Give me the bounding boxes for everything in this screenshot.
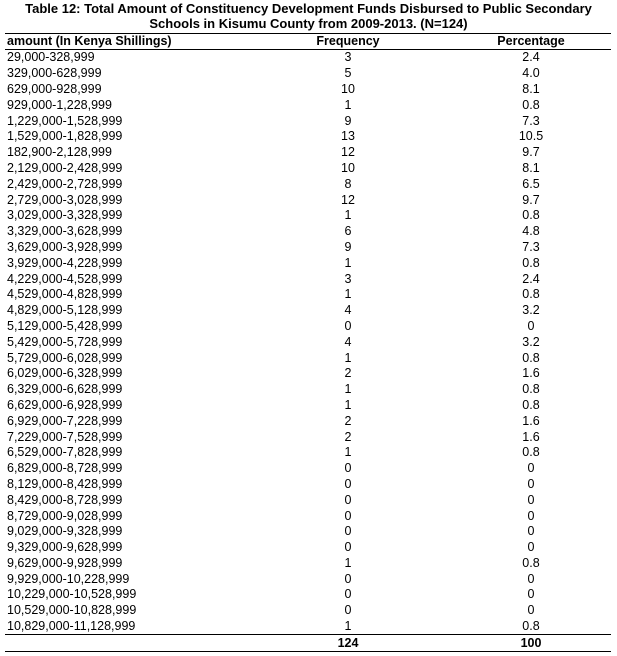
table-row <box>5 161 611 177</box>
header-row <box>5 34 611 50</box>
percentage-cell: 0.8 <box>522 382 540 397</box>
amount-cell: 3,929,000-4,228,999 <box>7 255 123 270</box>
amount-cell: 6,629,000-6,928,999 <box>7 397 123 412</box>
percentage-cell: 0.8 <box>522 97 540 112</box>
percentage-cell: 8.1 <box>522 160 540 175</box>
frequency-cell: 1 <box>344 97 352 112</box>
frequency-cell: 1 <box>344 208 352 223</box>
table-row <box>5 287 611 303</box>
table-caption-line-1: Table 12: Total Amount of Constituency Development Funds Disbursed to Public Secondary <box>25 1 592 16</box>
frequency-cell: 0 <box>344 587 352 602</box>
table-row <box>5 192 611 208</box>
frequency-cell: 0 <box>344 461 352 476</box>
percentage-cell: 0.8 <box>522 555 540 570</box>
amount-cell: 6,529,000-7,828,999 <box>7 445 123 460</box>
percentage-cell: 0 <box>527 540 535 555</box>
table-row <box>5 255 611 271</box>
total-frequency-cell: 124 <box>245 635 451 652</box>
table-row <box>5 461 611 477</box>
amount-cell: 6,029,000-6,328,999 <box>7 366 123 381</box>
amount-cell: 2,729,000-3,028,999 <box>7 192 123 207</box>
table-row <box>5 208 611 224</box>
table-row <box>5 429 611 445</box>
percentage-cell: 2.4 <box>522 50 540 65</box>
frequency-cell: 1 <box>245 619 451 635</box>
frequency-cell: 0 <box>344 571 352 586</box>
amount-cell: 1,529,000-1,828,999 <box>7 129 123 144</box>
table-row <box>5 224 611 240</box>
table-row <box>5 540 611 556</box>
table-row <box>5 571 611 587</box>
table-row <box>5 556 611 572</box>
table-row <box>5 176 611 192</box>
table-row <box>5 113 611 129</box>
table-row <box>5 334 611 350</box>
frequency-cell: 0 <box>344 603 352 618</box>
percentage-cell: 4.0 <box>522 66 540 81</box>
percentage-cell: 0.8 <box>522 445 540 460</box>
amount-cell: 1,229,000-1,528,999 <box>7 113 123 128</box>
percentage-cell: 0.8 <box>522 208 540 223</box>
amount-cell: 629,000-928,999 <box>7 81 102 96</box>
frequency-cell: 1 <box>344 445 352 460</box>
amount-cell: 7,229,000-7,528,999 <box>7 429 123 444</box>
amount-cell: 10,529,000-10,828,999 <box>7 603 137 618</box>
frequency-cell: 1 <box>344 555 352 570</box>
frequency-cell: 0 <box>344 318 352 333</box>
amount-cell: 6,929,000-7,228,999 <box>7 413 123 428</box>
amount-cell: 3,029,000-3,328,999 <box>7 208 123 223</box>
percentage-cell: 9.7 <box>522 145 540 160</box>
table-row <box>5 50 611 66</box>
percentage-cell: 0 <box>527 524 535 539</box>
frequency-cell: 0 <box>344 476 352 491</box>
table-row <box>5 97 611 113</box>
percentage-cell: 0 <box>527 318 535 333</box>
amount-cell: 5,129,000-5,428,999 <box>7 318 123 333</box>
amount-cell: 9,929,000-10,228,999 <box>7 571 130 586</box>
percentage-cell: 4.8 <box>522 224 540 239</box>
table-row <box>5 413 611 429</box>
cdf-disbursement-table <box>5 33 611 652</box>
amount-cell: 3,629,000-3,928,999 <box>7 239 123 254</box>
amount-cell: 929,000-1,228,999 <box>7 97 112 112</box>
table-row <box>5 477 611 493</box>
amount-cell: 10,229,000-10,528,999 <box>7 587 137 602</box>
frequency-cell: 1 <box>344 397 352 412</box>
frequency-cell: 9 <box>344 113 352 128</box>
totals-row <box>5 635 611 652</box>
amount-cell: 329,000-628,999 <box>7 66 102 81</box>
percentage-cell: 0.8 <box>522 397 540 412</box>
frequency-cell: 12 <box>341 145 355 160</box>
amount-cell: 4,529,000-4,828,999 <box>7 287 123 302</box>
table-row <box>5 508 611 524</box>
table-row <box>5 445 611 461</box>
amount-cell: 8,729,000-9,028,999 <box>7 508 123 523</box>
percentage-cell: 0 <box>527 587 535 602</box>
table-row <box>5 524 611 540</box>
amount-cell: 2,429,000-2,728,999 <box>7 176 123 191</box>
frequency-cell: 1 <box>344 255 352 270</box>
amount-cell: 6,829,000-8,728,999 <box>7 461 123 476</box>
frequency-cell: 0 <box>344 540 352 555</box>
table-body <box>5 50 611 635</box>
percentage-cell: 7.3 <box>522 239 540 254</box>
frequency-cell: 3 <box>344 271 352 286</box>
frequency-cell: 4 <box>344 334 352 349</box>
frequency-cell: 1 <box>344 350 352 365</box>
frequency-cell: 1 <box>344 287 352 302</box>
percentage-cell: 0.8 <box>451 619 611 635</box>
table-row <box>5 350 611 366</box>
header-amount: amount (In Kenya Shillings) <box>5 34 245 50</box>
percentage-cell: 0.8 <box>522 287 540 302</box>
percentage-cell: 0.8 <box>522 350 540 365</box>
frequency-cell: 8 <box>344 176 352 191</box>
table-row <box>5 303 611 319</box>
amount-cell: 2,129,000-2,428,999 <box>7 160 123 175</box>
table-row <box>5 366 611 382</box>
table-row <box>5 240 611 256</box>
table-footer <box>5 635 611 652</box>
frequency-cell: 6 <box>344 224 352 239</box>
frequency-cell: 1 <box>344 382 352 397</box>
percentage-cell: 0 <box>527 492 535 507</box>
amount-cell: 5,429,000-5,728,999 <box>7 334 123 349</box>
frequency-cell: 0 <box>344 492 352 507</box>
frequency-cell: 2 <box>344 413 352 428</box>
table-row <box>5 129 611 145</box>
amount-cell: 9,029,000-9,328,999 <box>7 524 123 539</box>
percentage-cell: 2.4 <box>522 271 540 286</box>
frequency-cell: 9 <box>344 239 352 254</box>
percentage-cell: 1.6 <box>522 366 540 381</box>
amount-cell: 9,329,000-9,628,999 <box>7 540 123 555</box>
total-percentage-cell: 100 <box>451 635 611 652</box>
table-caption-line-2: Schools in Kisumu County from 2009-2013. (N=124) <box>149 16 468 31</box>
table-row <box>5 603 611 619</box>
table-row <box>5 398 611 414</box>
amount-cell: 182,900-2,128,999 <box>7 145 112 160</box>
amount-cell: 3,329,000-3,628,999 <box>7 224 123 239</box>
percentage-cell: 1.6 <box>522 413 540 428</box>
table-row <box>5 492 611 508</box>
frequency-cell: 2 <box>344 366 352 381</box>
percentage-cell: 0 <box>527 508 535 523</box>
amount-cell: 4,229,000-4,528,999 <box>7 271 123 286</box>
amount-cell: 5,729,000-6,028,999 <box>7 350 123 365</box>
frequency-cell: 0 <box>344 508 352 523</box>
table-row <box>5 319 611 335</box>
header-frequency: Frequency <box>245 34 451 50</box>
amount-cell: 8,429,000-8,728,999 <box>7 492 123 507</box>
table-row <box>5 271 611 287</box>
percentage-cell: 3.2 <box>522 303 540 318</box>
table-header <box>5 34 611 50</box>
table-row <box>5 382 611 398</box>
frequency-cell: 2 <box>344 429 352 444</box>
percentage-cell: 6.5 <box>522 176 540 191</box>
table-row <box>5 619 611 635</box>
table-caption <box>0 1 617 31</box>
amount-cell: 8,129,000-8,428,999 <box>7 476 123 491</box>
percentage-cell: 0 <box>527 476 535 491</box>
frequency-cell: 13 <box>341 129 355 144</box>
percentage-cell: 0 <box>527 571 535 586</box>
percentage-cell: 0.8 <box>522 255 540 270</box>
frequency-cell: 12 <box>341 192 355 207</box>
amount-cell: 4,829,000-5,128,999 <box>7 303 123 318</box>
frequency-cell: 10 <box>341 160 355 175</box>
percentage-cell: 0 <box>527 461 535 476</box>
frequency-cell: 5 <box>344 66 352 81</box>
total-amount-cell <box>5 635 245 652</box>
percentage-cell: 7.3 <box>522 113 540 128</box>
table-row <box>5 82 611 98</box>
table-row <box>5 66 611 82</box>
header-percentage: Percentage <box>451 34 611 50</box>
amount-cell: 29,000-328,999 <box>7 50 95 65</box>
percentage-cell: 1.6 <box>522 429 540 444</box>
percentage-cell: 8.1 <box>522 81 540 96</box>
frequency-cell: 3 <box>344 50 352 65</box>
table-row <box>5 587 611 603</box>
percentage-cell: 3.2 <box>522 334 540 349</box>
frequency-cell: 10 <box>341 81 355 96</box>
amount-cell: 6,329,000-6,628,999 <box>7 382 123 397</box>
frequency-cell: 0 <box>344 524 352 539</box>
amount-cell: 9,629,000-9,928,999 <box>7 555 123 570</box>
percentage-cell: 0 <box>527 603 535 618</box>
percentage-cell: 10.5 <box>518 129 544 144</box>
frequency-cell: 4 <box>344 303 352 318</box>
amount-cell: 10,829,000-11,128,999 <box>5 619 245 635</box>
percentage-cell: 9.7 <box>522 192 540 207</box>
table-row <box>5 145 611 161</box>
